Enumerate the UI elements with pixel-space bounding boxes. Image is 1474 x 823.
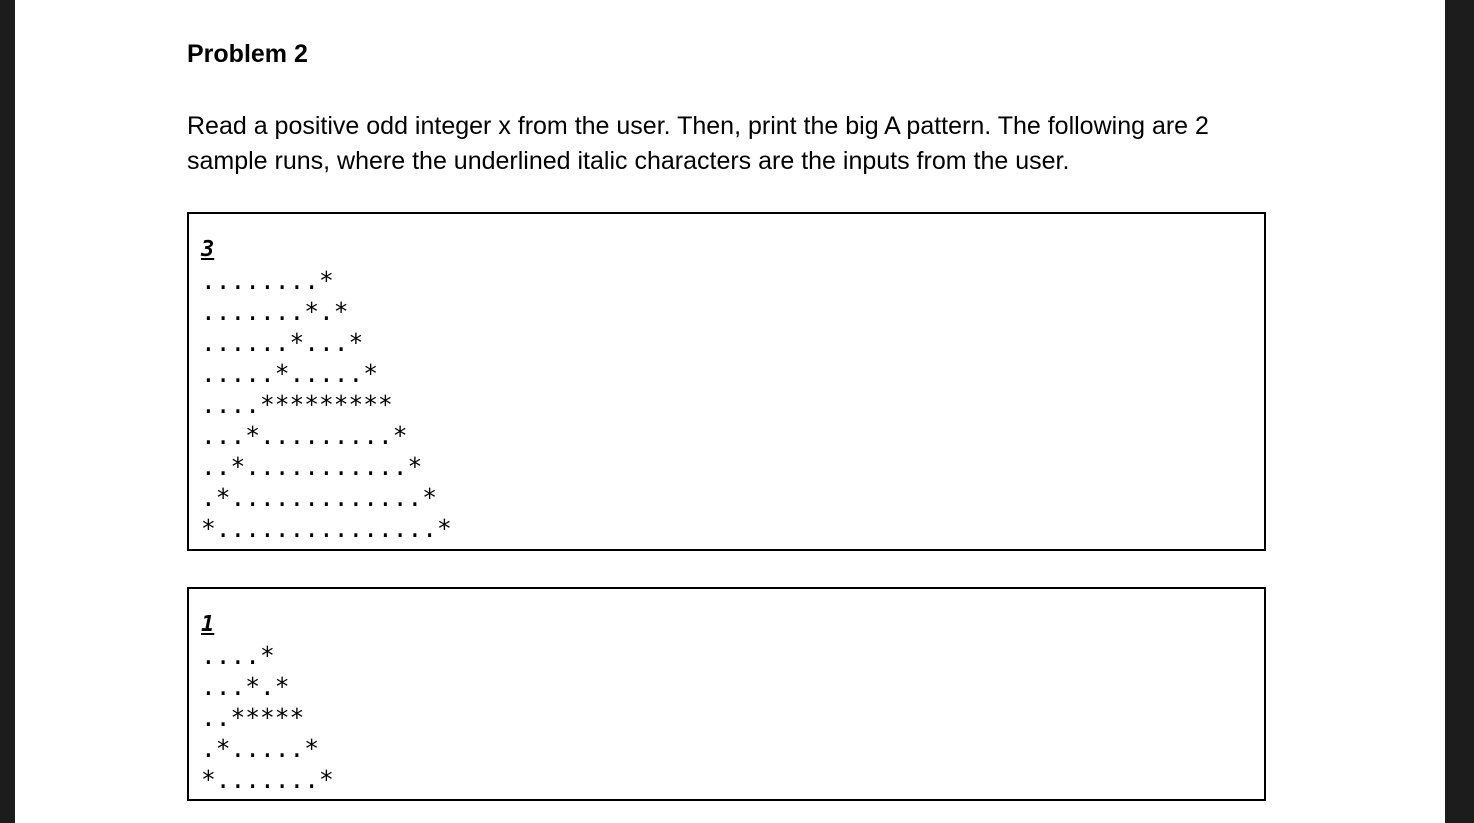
output-line: .......*.*	[201, 297, 349, 326]
output-line: .*.....*	[201, 734, 320, 763]
output-line: .....*.....*	[201, 359, 379, 388]
output-line: *...............*	[201, 514, 452, 543]
sample-run-1-input: 3	[201, 237, 215, 262]
output-line: ..*...........*	[201, 452, 423, 481]
output-line: ..*****	[201, 703, 305, 732]
document-page	[15, 0, 1445, 823]
problem-description: Read a positive odd integer x from the user. Then, print the big A pattern. The following are 2 sample runs, where the underlined italic characters are the inputs from the user.	[187, 112, 1209, 175]
output-line: ......*...*	[201, 328, 364, 357]
sample-run-1-content	[201, 234, 452, 544]
sample-run-box-1	[187, 212, 1266, 551]
output-line: ...*.*	[201, 672, 290, 701]
sample-run-2-input: 1	[201, 612, 215, 637]
output-line: ....*********	[201, 390, 393, 419]
problem-title: Problem 2	[187, 40, 308, 68]
output-line: ....*	[201, 641, 275, 670]
sample-run-box-2	[187, 587, 1266, 801]
output-line: ........*	[201, 266, 334, 295]
output-line: ...*.........*	[201, 421, 408, 450]
output-line: .*.............*	[201, 483, 438, 512]
output-line: *.......*	[201, 765, 334, 794]
sample-run-2-content	[201, 609, 334, 795]
